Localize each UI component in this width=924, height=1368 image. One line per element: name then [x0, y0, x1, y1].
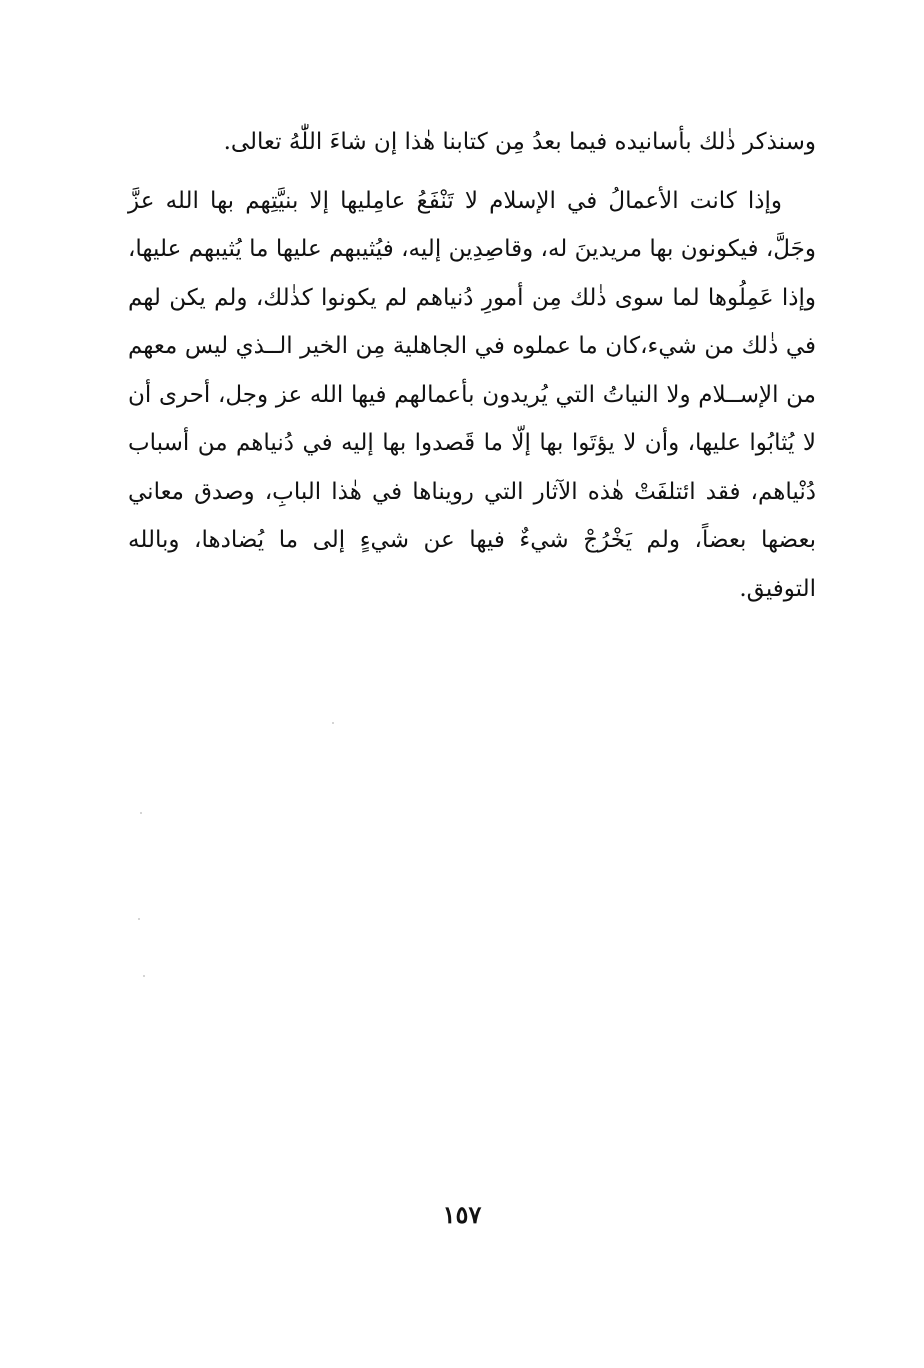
scan-speck [143, 975, 145, 977]
paragraph-1: وسنذكر ذٰلك بأسانيده فيما بعدُ مِن كتابنا هٰذا إن شاءَ اللّٰهُ تعالى. [223, 129, 816, 155]
scan-speck [140, 812, 142, 814]
page-number: ١٥٧ [442, 1200, 482, 1229]
scan-speck [138, 918, 140, 920]
paragraph-2: وإذا كانت الأعمالُ في الإسلام لا تَنْفَعُ عامِليها إلا بنيَّتِهم بها الله عزَّ وجَلَّ، فيكونون بها مريدينَ له، وقاصِدِين إليه، فيُثيبهم عليها ما يُثيبهم عليها، وإذا عَمِلُوها لما سوى ذٰلك مِن أمورِ دُنياهم لم يكونوا كذٰلك، ولم يكن لهم في ذٰلك من شيء،كان ما عملوه في الجاهلية مِن الخير الــذي ليس معهم من الإســلام ولا النياتُ التي يُريدون بأعمالهم فيها الله عز وجل، أحرى أن لا يُثابُوا عليها، وأن لا يؤتَوا بها إلّا ما قَصدوا بها إليه في دُنياهم من أسباب دُنْياهم، فقد ائتلفَتْ هٰذه الآثار التي رويناها في هٰذا البابِ، وصدق معاني بعضها بعضاً، ولم يَخْرُجْ شيءٌ فيها عن شيءٍ إلى ما يُضادها، وبالله التوفيق. [128, 187, 816, 602]
body-text [128, 118, 816, 613]
scan-speck [332, 722, 334, 724]
